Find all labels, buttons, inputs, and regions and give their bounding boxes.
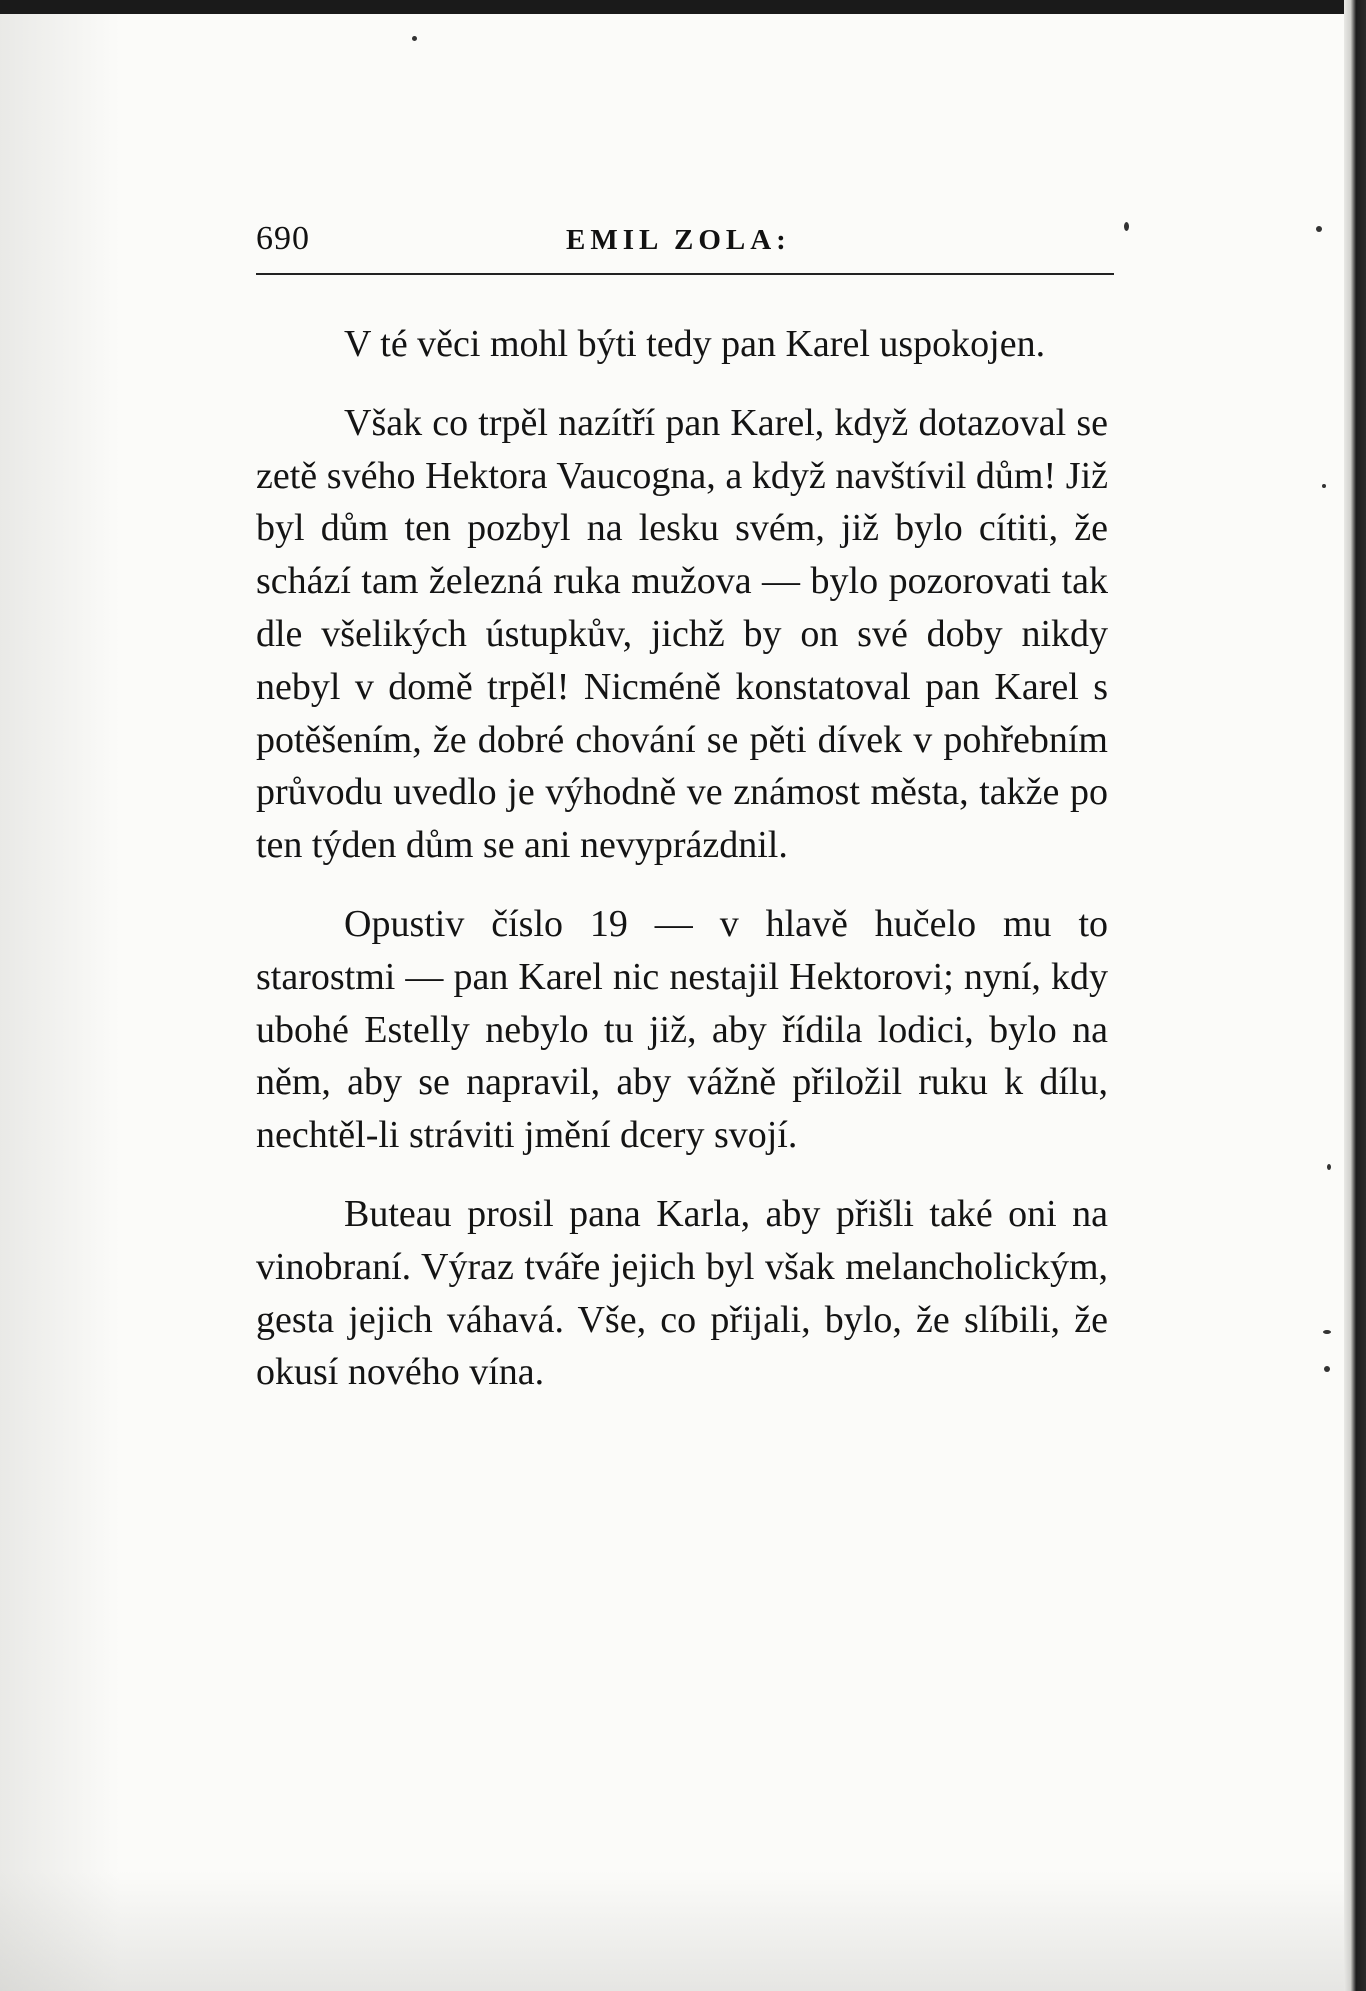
header-rule [256, 273, 1114, 275]
dust-speck [1323, 1330, 1331, 1334]
page-header [256, 214, 1114, 268]
dust-speck [1316, 226, 1322, 232]
paragraph: Buteau prosil pana Karla, aby přišli také oni na vinobraní. Výraz tváře jejich byl však melancholickým, gesta jejich váhavá. Vše, co přijali, bylo, že slíbili, že okusí nového vína. [256, 1192, 1108, 1394]
paragraph: V té věci mohl býti tedy pan Karel uspokojen. [344, 323, 1046, 365]
page-number: 690 [256, 220, 310, 257]
body-text [256, 318, 1108, 1425]
dust-speck [1327, 1164, 1331, 1170]
right-scan-edge [1344, 0, 1366, 1991]
bottom-margin-shading [0, 1871, 1366, 1991]
dust-speck [1322, 484, 1326, 488]
dust-speck [412, 36, 417, 41]
left-margin-shading [0, 0, 120, 1991]
paragraph: Opustiv číslo 19 — v hlavě hučelo mu to starostmi — pan Karel nic nestajil Hektorovi; nyní, kdy ubohé Estelly nebylo tu již, aby řídila lodici, bylo na něm, aby se napravil, aby vážně přiložil ruku k dílu, nechtěl-li stráviti jmění dcery svojí. [256, 902, 1108, 1157]
paragraph: Však co trpěl nazítří pan Karel, když dotazoval se zetě svého Hektora Vaucogna, a když navštívil dům! Již byl dům ten pozbyl na lesku svém, již bylo cítiti, že schází tam železná ruka mužova — bylo pozorovati tak dle všelikých ústupkův, jichž by on své doby nikdy nebyl v domě trpěl! Nicméně konstatoval pan Karel s potěšením, že dobré chování se pěti dívek v pohřebním průvodu uvedlo je výhodně ve známost města, takže po ten týden dům se ani nevyprázdnil. [256, 401, 1108, 867]
top-scan-edge [0, 0, 1366, 14]
dust-speck [1124, 222, 1129, 231]
running-title: EMIL ZOLA: [566, 224, 791, 256]
dust-speck [1324, 1366, 1330, 1372]
